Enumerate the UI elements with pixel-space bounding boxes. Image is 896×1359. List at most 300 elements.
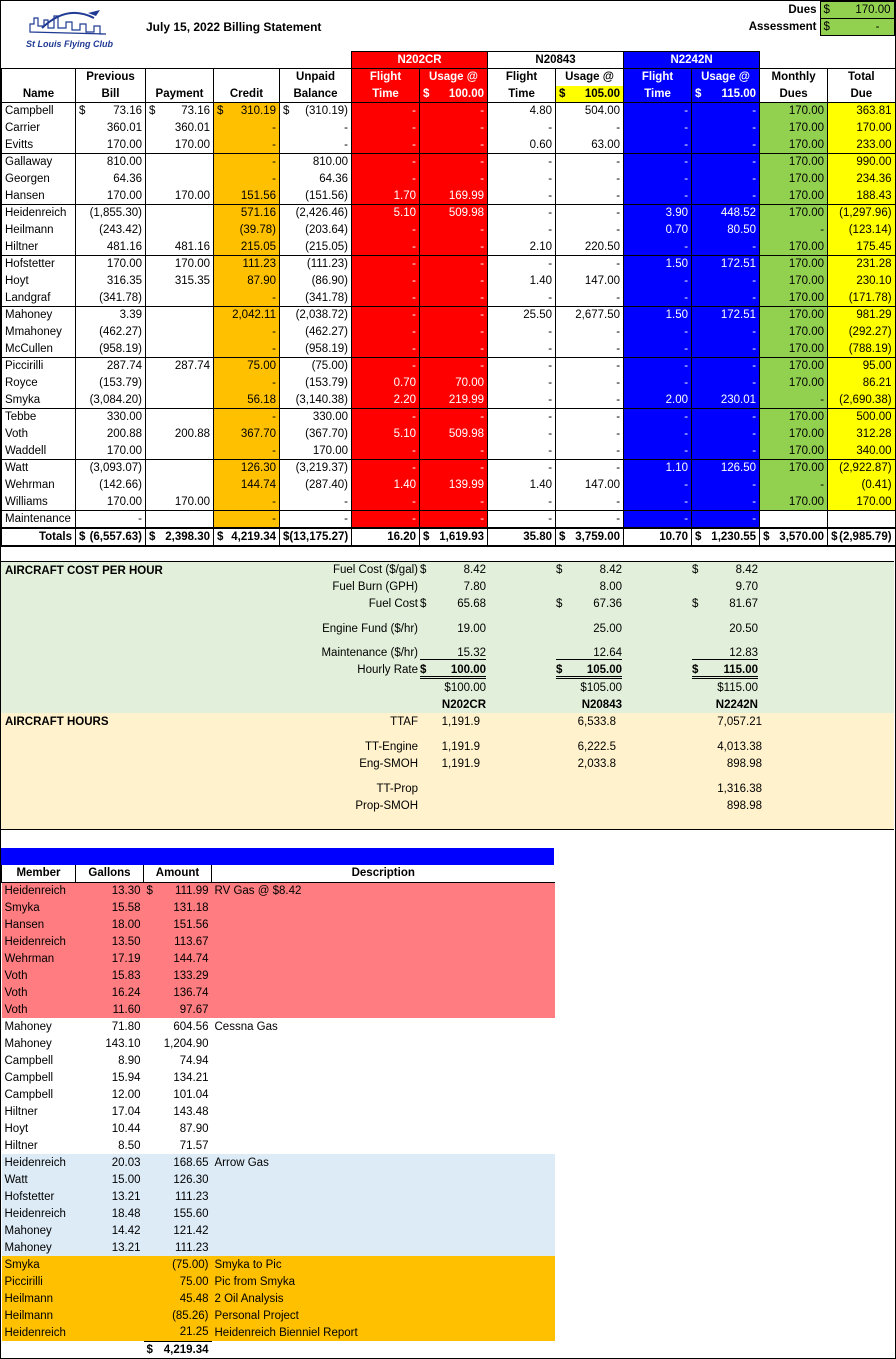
flight-time-n202cr xyxy=(352,103,420,120)
dues-label: Dues xyxy=(788,4,817,16)
fuel-description xyxy=(212,899,555,916)
usage-n2242n xyxy=(692,324,760,341)
flight-time-n202cr xyxy=(352,188,420,205)
fuel-amount xyxy=(144,1205,212,1222)
hours-label: TT-Prop xyxy=(376,783,418,795)
hours-value: 1,191.9 xyxy=(441,758,480,770)
fuel-amount-value: 113.67 xyxy=(174,935,209,948)
blank-cell xyxy=(212,1341,555,1358)
fuel-gallons: 11.60 xyxy=(112,1003,141,1016)
flight-time-n20843 xyxy=(488,222,556,239)
usage-n20843-value: - xyxy=(616,156,621,169)
total-due xyxy=(828,477,895,494)
fuel-member: Smyka xyxy=(4,901,40,914)
total-due xyxy=(828,409,895,426)
cost-value-n2242n xyxy=(692,664,758,679)
flight-time-n2242n-value: - xyxy=(684,342,689,355)
fuel-row xyxy=(2,950,555,967)
cost-label: Maintenance ($/hr) xyxy=(321,647,418,659)
totals-dues xyxy=(760,528,828,546)
fuel-description: Personal Project xyxy=(214,1309,299,1322)
header-usage-3: Usage @ xyxy=(692,69,760,86)
fuel-amount-value: 121.42 xyxy=(173,1224,209,1237)
fuel-gallons: 15.83 xyxy=(111,969,141,982)
total-due xyxy=(828,205,895,222)
flight-time-n202cr-value: - xyxy=(412,240,417,253)
usage-n202cr xyxy=(420,324,488,341)
usage-n202cr xyxy=(420,290,488,307)
rate-currency: $ xyxy=(695,87,702,100)
total-due xyxy=(828,324,895,341)
cost-value-n20843 xyxy=(556,598,622,610)
unpaid-balance-value: (310.19) xyxy=(305,105,349,118)
flight-time-n2242n xyxy=(624,171,692,188)
fuel-amount-value: 151.56 xyxy=(173,918,209,931)
flight-time-n20843-value: - xyxy=(548,173,553,185)
previous-bill xyxy=(76,375,146,392)
currency-symbol: $ xyxy=(559,531,566,543)
payment xyxy=(146,273,214,290)
credit-value: - xyxy=(272,291,276,304)
fuel-amount xyxy=(144,1290,212,1307)
total-due xyxy=(828,426,895,443)
usage-n20843 xyxy=(556,426,624,443)
fuel-member: Hofstetter xyxy=(4,1190,55,1203)
member-name-value: Mmahoney xyxy=(5,326,62,338)
monthly-dues xyxy=(760,103,828,120)
credit-value: 111.23 xyxy=(242,258,276,271)
dues-value: 170.00 xyxy=(834,2,894,19)
fuel-amount xyxy=(144,899,212,916)
fuel-description xyxy=(212,933,555,950)
unpaid-balance xyxy=(280,239,352,256)
fuel-amount xyxy=(144,967,212,984)
usage-n202cr xyxy=(420,205,488,222)
flight-time-n202cr-value: - xyxy=(412,326,417,338)
usage-n202cr xyxy=(420,239,488,256)
header-credit-top xyxy=(214,69,280,86)
fuel-amount xyxy=(144,1256,212,1273)
flight-time-n20843 xyxy=(488,239,556,256)
total-due xyxy=(828,222,895,239)
unpaid-balance-value: (287.40) xyxy=(305,479,349,491)
cost-value-text: 12.83 xyxy=(729,647,758,659)
fuel-member: Mahoney xyxy=(4,1020,52,1033)
previous-bill-value: 200.88 xyxy=(106,428,142,440)
currency-symbol: $ xyxy=(420,598,427,610)
cost-value-text: 19.00 xyxy=(457,623,486,635)
credit xyxy=(214,154,280,171)
flight-time-n20843-value: 1.40 xyxy=(529,479,553,491)
fuel-member: Campbell xyxy=(4,1071,54,1084)
fuel-gallons: 15.00 xyxy=(111,1173,141,1186)
usage-n202cr-value: 509.98 xyxy=(448,428,485,440)
fuel-row xyxy=(2,1086,555,1103)
fuel-table xyxy=(1,865,555,1358)
usage-n20843 xyxy=(556,443,624,460)
usage-n202cr xyxy=(420,222,488,239)
previous-bill xyxy=(76,222,146,239)
total-due-value: 170.00 xyxy=(856,495,892,508)
member-row xyxy=(2,205,895,222)
usage-n202cr-value: - xyxy=(480,122,485,134)
flight-time-n202cr xyxy=(352,494,420,511)
cost-value-n2242n xyxy=(692,598,758,610)
fuel-row xyxy=(2,882,555,899)
usage-n2242n xyxy=(692,290,760,307)
fuel-amount xyxy=(144,950,212,967)
previous-bill-value: 170.00 xyxy=(106,138,142,151)
fuel-amount xyxy=(144,1069,212,1086)
member-row xyxy=(2,103,895,120)
hours-label: Eng-SMOH xyxy=(359,758,418,770)
header-flight-2: Flight xyxy=(488,69,556,86)
payment xyxy=(146,239,214,256)
cost-label: Fuel Burn (GPH) xyxy=(332,581,418,593)
total-due-value: 981.29 xyxy=(856,309,892,322)
totals-u2 xyxy=(556,528,624,546)
monthly-dues xyxy=(760,409,828,426)
unpaid-balance-value: (215.05) xyxy=(305,240,349,253)
fuel-amount xyxy=(144,1239,212,1256)
fuel-member: Heidenreich xyxy=(4,1156,66,1169)
totals-u1 xyxy=(420,528,488,546)
monthly-dues xyxy=(760,511,828,529)
previous-bill-value: (3,084.20) xyxy=(89,393,142,406)
flight-time-n202cr-value: 5.10 xyxy=(393,428,417,440)
fuel-row xyxy=(2,1256,555,1273)
unpaid-balance-value: (3,219.37) xyxy=(295,462,349,475)
cost-value-text: 8.42 xyxy=(599,564,622,576)
unpaid-balance xyxy=(280,188,352,205)
payment-value: 481.16 xyxy=(174,240,210,253)
flight-time-n2242n-value: - xyxy=(684,495,689,508)
payment-value: 73.16 xyxy=(181,105,210,118)
totals-unpaid-value: (13,175.27) xyxy=(289,531,349,543)
fuel-total xyxy=(144,1341,212,1358)
previous-bill xyxy=(76,188,146,205)
credit xyxy=(214,103,280,120)
usage-n20843-value: 147.00 xyxy=(584,479,621,491)
fuel-amount-value: 97.67 xyxy=(179,1003,209,1016)
monthly-dues xyxy=(760,392,828,409)
flight-time-n202cr-value: - xyxy=(412,342,417,355)
unpaid-balance xyxy=(280,426,352,443)
previous-bill-value: (153.79) xyxy=(99,377,142,389)
credit xyxy=(214,358,280,375)
monthly-dues-value: 170.00 xyxy=(788,189,825,202)
credit xyxy=(214,426,280,443)
currency-symbol: $ xyxy=(556,598,563,610)
monthly-dues-value: 170.00 xyxy=(788,444,825,457)
usage-n20843 xyxy=(556,154,624,171)
usage-n202cr-value: 139.99 xyxy=(448,479,485,491)
member-name-value: Waddell xyxy=(5,444,47,457)
member-name xyxy=(2,188,76,205)
member-name-value: Landgraf xyxy=(5,291,51,304)
credit xyxy=(214,239,280,256)
usage-n202cr xyxy=(420,154,488,171)
hours-title: AIRCRAFT HOURS xyxy=(5,716,109,728)
cost-value-text: 9.70 xyxy=(735,581,758,593)
payment xyxy=(146,120,214,137)
previous-bill xyxy=(76,154,146,171)
previous-bill xyxy=(76,477,146,494)
usage-n20843 xyxy=(556,460,624,477)
header-payment-top xyxy=(146,69,214,86)
flight-time-n202cr-value: - xyxy=(412,138,417,151)
fuel-description xyxy=(212,1188,555,1205)
header-rate-3 xyxy=(692,86,760,103)
usage-n202cr xyxy=(420,171,488,188)
flight-time-n2242n xyxy=(624,188,692,205)
fuel-gallons: 13.21 xyxy=(111,1190,141,1203)
currency-symbol: $ xyxy=(420,664,427,676)
monthly-dues-value: 170.00 xyxy=(788,207,825,220)
cost-label: Fuel Cost xyxy=(368,598,418,610)
member-row xyxy=(2,324,895,341)
usage-n20843-value: 2,677.50 xyxy=(575,309,621,322)
flight-time-n202cr xyxy=(352,205,420,222)
flight-time-n202cr-value: 0.70 xyxy=(393,377,417,389)
fuel-amount xyxy=(144,916,212,933)
cost-value-n202cr xyxy=(420,623,486,635)
previous-bill xyxy=(76,341,146,358)
member-name-value: Hiltner xyxy=(5,240,39,253)
header-name-top xyxy=(2,69,76,86)
usage-n202cr xyxy=(420,188,488,205)
fuel-member: Campbell xyxy=(4,1088,54,1101)
flight-time-n202cr xyxy=(352,137,420,154)
usage-n202cr-value: - xyxy=(480,224,485,236)
credit-value: 310.19 xyxy=(240,105,276,118)
flight-time-n2242n xyxy=(624,205,692,222)
usage-n2242n-value: 448.52 xyxy=(720,207,757,220)
usage-n202cr xyxy=(420,511,488,529)
usage-n2242n-value: - xyxy=(752,342,757,355)
flight-time-n20843-value: - xyxy=(548,224,553,236)
totals-f3 xyxy=(624,528,692,546)
unpaid-balance-value: 170.00 xyxy=(312,444,349,457)
usage-n20843-value: - xyxy=(616,173,621,185)
usage-n202cr-value: - xyxy=(480,462,485,475)
monthly-dues-value: 170.00 xyxy=(788,240,825,253)
fuel-amount xyxy=(144,1188,212,1205)
usage-n2242n xyxy=(692,137,760,154)
flight-time-n2242n-value: - xyxy=(684,479,689,491)
rate-currency: $ xyxy=(423,87,430,100)
previous-bill-value: 170.00 xyxy=(106,258,142,271)
total-due-value: (171.78) xyxy=(848,291,892,304)
usage-n2242n xyxy=(692,239,760,256)
payment-value: 287.74 xyxy=(174,360,210,373)
previous-bill xyxy=(76,205,146,222)
total-due-value: 234.36 xyxy=(856,173,892,185)
flight-time-n2242n-value: - xyxy=(684,360,689,373)
fuel-member: Voth xyxy=(4,1003,28,1016)
header-gallons: Gallons xyxy=(76,865,144,882)
fuel-member: Campbell xyxy=(4,1054,54,1067)
fuel-row xyxy=(2,916,555,933)
usage-n2242n-value: - xyxy=(752,377,757,389)
flight-time-n202cr-value: - xyxy=(412,275,417,287)
usage-n20843 xyxy=(556,103,624,120)
monthly-dues xyxy=(760,426,828,443)
cost-label: Engine Fund ($/hr) xyxy=(322,623,418,635)
flight-time-n2242n-value: - xyxy=(684,122,689,134)
fuel-member: Wehrman xyxy=(4,952,55,965)
flight-time-n202cr-value: - xyxy=(412,513,417,525)
member-name-value: Gallaway xyxy=(5,156,53,169)
fuel-amount-value: 133.29 xyxy=(173,969,209,982)
fuel-amount-value: 604.56 xyxy=(173,1020,209,1033)
header-monthly: Monthly xyxy=(760,69,828,86)
credit-value: 2,042.11 xyxy=(232,309,276,322)
usage-n20843 xyxy=(556,392,624,409)
fuel-member: Watt xyxy=(4,1173,28,1186)
aircraft-label-n2242n: N2242N xyxy=(715,699,758,711)
previous-bill-value: 360.01 xyxy=(106,122,142,134)
fuel-amount xyxy=(144,1154,212,1171)
flight-time-n202cr xyxy=(352,358,420,375)
usage-n2242n-value: 172.51 xyxy=(720,309,757,322)
cost-value-text: 15.32 xyxy=(457,647,486,659)
fuel-gallons: 8.50 xyxy=(118,1139,141,1152)
member-row xyxy=(2,409,895,426)
previous-bill xyxy=(76,494,146,511)
flight-time-n20843-value: - xyxy=(548,462,553,475)
unpaid-balance xyxy=(280,409,352,426)
fuel-member: Smyka xyxy=(4,1258,40,1271)
flight-time-n20843 xyxy=(488,103,556,120)
header-usage-2: Usage @ xyxy=(556,69,624,86)
fuel-description: Arrow Gas xyxy=(214,1156,269,1169)
fuel-row xyxy=(2,1324,555,1341)
payment xyxy=(146,307,214,324)
flight-time-n20843 xyxy=(488,409,556,426)
fuel-amount xyxy=(144,1273,212,1290)
blank-cell xyxy=(2,52,352,69)
total-due xyxy=(828,256,895,273)
payment xyxy=(146,171,214,188)
usage-n2242n-value: - xyxy=(752,275,757,287)
flight-time-n20843 xyxy=(488,358,556,375)
total-due-value: (123.14) xyxy=(848,224,892,236)
unpaid-balance xyxy=(280,324,352,341)
flight-time-n2242n-value: - xyxy=(684,513,689,525)
monthly-dues-value: - xyxy=(820,479,825,491)
fuel-description xyxy=(212,950,555,967)
fuel-amount xyxy=(144,1171,212,1188)
totals-total xyxy=(828,528,895,546)
unpaid-balance-value: - xyxy=(344,495,349,508)
usage-n2242n-value: - xyxy=(752,444,757,457)
total-due xyxy=(828,392,895,409)
member-name xyxy=(2,494,76,511)
fuel-gallons xyxy=(76,1256,144,1273)
fuel-amount-value: 87.90 xyxy=(179,1122,209,1135)
header-time-1: Time xyxy=(352,86,420,103)
cost-label: Hourly Rate xyxy=(357,664,418,676)
monthly-dues-value: 170.00 xyxy=(788,291,825,304)
usage-n202cr xyxy=(420,137,488,154)
flight-time-n2242n xyxy=(624,494,692,511)
previous-bill-value: 3.39 xyxy=(119,309,142,322)
flight-time-n202cr-value: 5.10 xyxy=(393,207,417,220)
usage-n2242n-value: - xyxy=(752,495,757,508)
usage-n2242n xyxy=(692,477,760,494)
monthly-dues-value: 170.00 xyxy=(788,138,825,151)
hours-value: 6,533.8 xyxy=(577,716,616,728)
fuel-amount-value: 101.04 xyxy=(173,1088,209,1101)
unpaid-balance-value: (3,140.38) xyxy=(295,393,349,406)
unpaid-balance-value: (462.27) xyxy=(305,326,349,338)
flight-time-n20843-value: - xyxy=(548,156,553,169)
fuel-amount xyxy=(144,1052,212,1069)
monthly-dues xyxy=(760,222,828,239)
flight-time-n202cr xyxy=(352,273,420,290)
payment xyxy=(146,341,214,358)
total-due xyxy=(828,443,895,460)
fuel-gallons xyxy=(76,1273,144,1290)
flight-time-n2242n-value: 1.10 xyxy=(665,462,689,475)
usage-n202cr xyxy=(420,273,488,290)
fuel-member: Hoyt xyxy=(4,1122,29,1135)
flight-time-n202cr xyxy=(352,290,420,307)
unpaid-balance xyxy=(280,171,352,188)
fuel-gallons: 16.24 xyxy=(111,986,141,999)
member-name-value: Hofstetter xyxy=(5,258,55,271)
monthly-dues-value: 170.00 xyxy=(788,462,825,475)
header-description: Description xyxy=(212,865,555,882)
header-time-3: Time xyxy=(624,86,692,103)
usage-n20843-value: - xyxy=(616,411,621,424)
rate-currency: $ xyxy=(559,87,566,100)
cost-value-n20843 xyxy=(556,623,622,635)
usage-n202cr-value: 509.98 xyxy=(448,207,485,220)
previous-bill xyxy=(76,290,146,307)
payment xyxy=(146,205,214,222)
usage-n2242n xyxy=(692,409,760,426)
header-credit: Credit xyxy=(214,86,280,103)
credit-value: - xyxy=(272,156,276,169)
unpaid-balance-value: (2,426.46) xyxy=(295,207,349,220)
currency-symbol: $ xyxy=(556,664,563,676)
totals-label xyxy=(2,528,76,546)
monthly-dues xyxy=(760,460,828,477)
hours-value: 2,033.8 xyxy=(577,758,616,770)
fuel-amount-value: 111.23 xyxy=(175,1190,209,1203)
usage-n2242n-value: - xyxy=(752,411,757,424)
totals-total-value: (2,985.79) xyxy=(839,531,892,543)
flight-time-n20843 xyxy=(488,307,556,324)
cost-value-n202cr xyxy=(420,664,486,679)
flight-time-n2242n-value: - xyxy=(684,326,689,338)
payment-value: 170.00 xyxy=(174,258,210,271)
fuel-row xyxy=(2,1171,555,1188)
usage-n202cr-value: - xyxy=(480,291,485,304)
credit xyxy=(214,205,280,222)
credit xyxy=(214,290,280,307)
fuel-row xyxy=(2,1137,555,1154)
previous-bill xyxy=(76,256,146,273)
usage-n2242n-value: 172.51 xyxy=(720,258,757,271)
total-due xyxy=(828,171,895,188)
cost-value-n20843 xyxy=(556,581,622,593)
total-due-value: (0.41) xyxy=(861,479,892,491)
flight-time-n2242n-value: - xyxy=(684,444,689,457)
cost-value-text: 7.80 xyxy=(463,581,486,593)
